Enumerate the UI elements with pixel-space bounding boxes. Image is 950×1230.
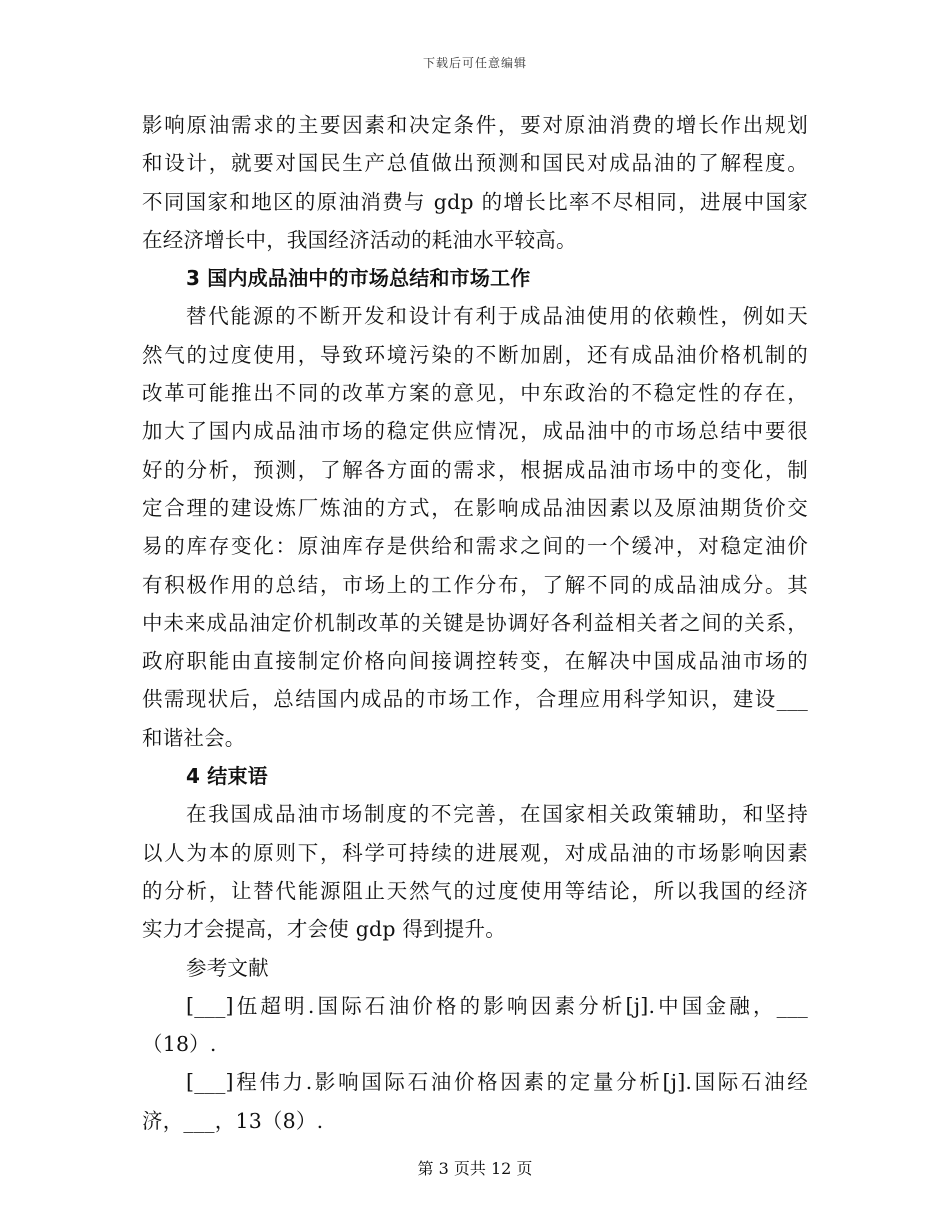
document-body — [142, 106, 808, 1140]
text-line: 和谐社会。 — [142, 725, 246, 750]
page-header-note: 下载后可任意编辑 — [422, 56, 527, 70]
text-line: [___]程伟力.影响国际石油价格因素的定量分析[j].国际石油经 — [186, 1070, 808, 1095]
text-line: 不同国家和地区的原油消费与 gdp 的增长比率不尽相同，进展中国家 — [142, 189, 808, 214]
text-line: 好的分析，预测，了解各方面的需求，根据成品油市场中的变化，制 — [142, 457, 808, 482]
text-line: 在经济增长中，我国经济活动的耗油水平较高。 — [142, 227, 577, 252]
text-line: 加大了国内成品油市场的稳定供应情况，成品油中的市场总结中要很 — [142, 419, 808, 444]
text-line: 以人为本的原则下，科学可持续的进展观，对成品油的市场影响因素 — [142, 840, 808, 865]
text-line: 改革可能推出不同的改革方案的意见，中东政治的不稳定性的存在， — [142, 381, 808, 406]
text-line: 实力才会提高，才会使 gdp 得到提升。 — [142, 917, 506, 942]
text-line: 参考文献 — [186, 955, 269, 980]
text-line: 政府职能由直接制定价格向间接调控转变，在解决中国成品油市场的 — [142, 649, 808, 674]
text-line: 在我国成品油市场制度的不完善，在国家相关政策辅助，和坚持 — [186, 802, 808, 827]
text-line: 的分析，让替代能源阻止天然气的过度使用等结论，所以我国的经济 — [142, 878, 808, 903]
text-line: 然气的过度使用，导致环境污染的不断加剧，还有成品油价格机制的 — [142, 342, 808, 367]
text-line: [___]伍超明.国际石油价格的影响因素分析[j].中国金融，___ — [186, 993, 808, 1018]
text-line: （18）. — [142, 1032, 217, 1057]
section-heading: 3 国内成品油中的市场总结和市场工作 — [186, 266, 531, 291]
text-line: 中未来成品油定价机制改革的关键是协调好各利益相关者之间的关系， — [142, 610, 808, 635]
text-line: 定合理的建设炼厂炼油的方式，在影响成品油因素以及原油期货价交 — [142, 495, 808, 520]
text-line: 易的库存变化：原油库存是供给和需求之间的一个缓冲，对稳定油价 — [142, 534, 808, 559]
page-number: 第 3 页共 12 页 — [417, 1159, 533, 1178]
section-heading: 4 结束语 — [186, 764, 268, 789]
text-line: 供需现状后，总结国内成品的市场工作，合理应用科学知识，建设___ — [142, 687, 808, 712]
text-line: 和设计，就要对国民生产总值做出预测和国民对成品油的了解程度。 — [142, 151, 808, 176]
text-line: 替代能源的不断开发和设计有利于成品油使用的依赖性，例如天 — [186, 304, 808, 329]
text-line: 影响原油需求的主要因素和决定条件，要对原油消费的增长作出规划 — [142, 113, 808, 137]
text-line: 济，___，13（8）. — [142, 1108, 324, 1133]
text-line: 有积极作用的总结，市场上的工作分布，了解不同的成品油成分。其 — [142, 572, 808, 597]
